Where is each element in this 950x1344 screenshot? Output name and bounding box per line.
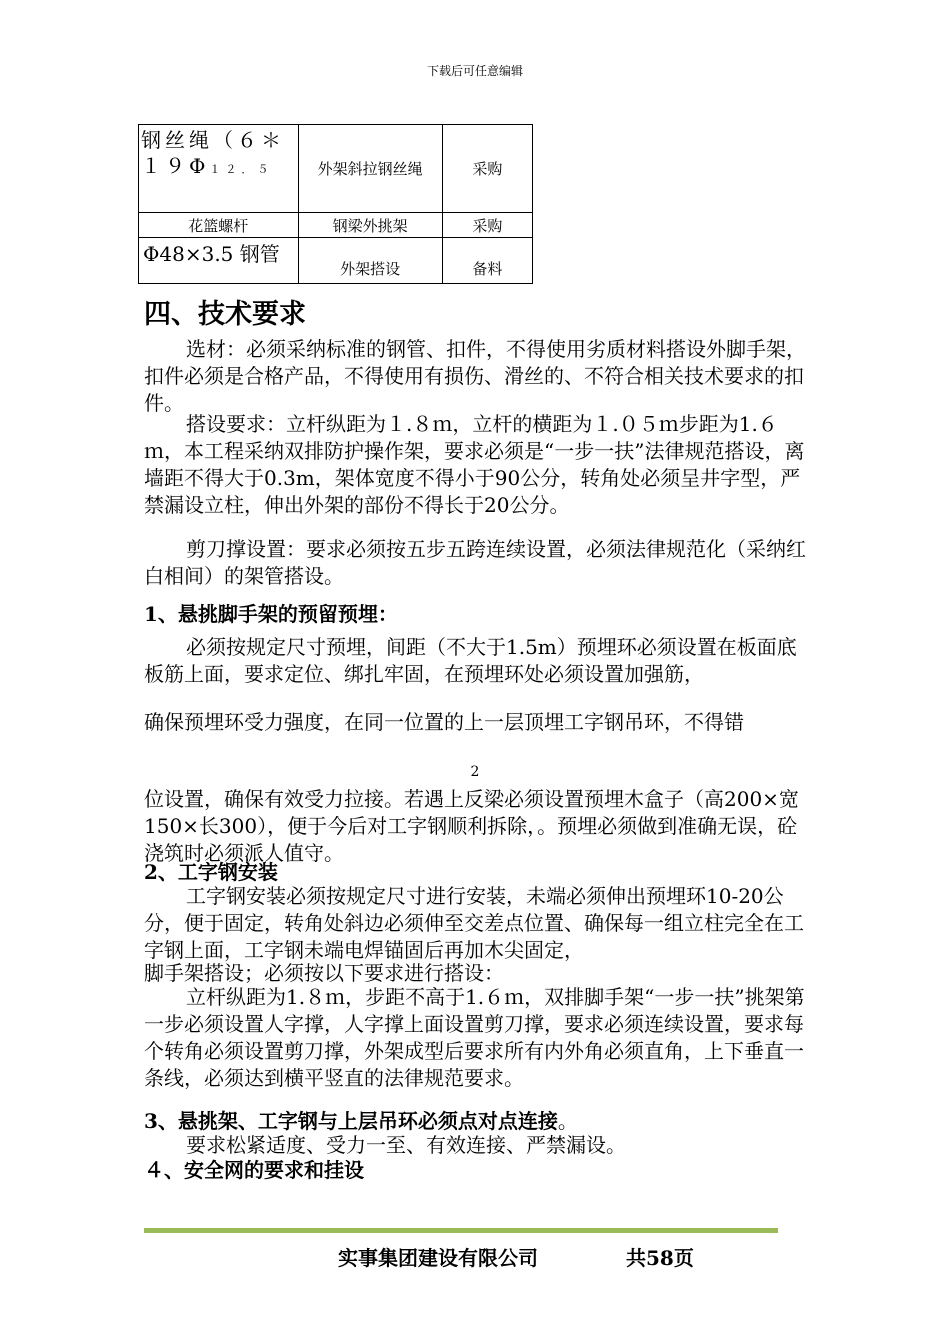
table-row bbox=[139, 125, 533, 213]
paragraph-1a: 必须按规定尺寸预埋，间距（不大于1.5m）预埋环必须设置在板面底板筋上面，要求定位、绑扎牢固，在预埋环处必须设置加强筋， bbox=[144, 635, 797, 686]
paragraph-material: 选材：必须采纳标准的钢管、扣件，不得使用劣质材料搭设外脚手架，扣件必须是合格产品，不得使用有损伤、滑丝的、不符合相关技术要求的扣件。 bbox=[144, 337, 806, 415]
table-cell bbox=[139, 125, 299, 213]
paragraph-2a: 工字钢安装必须按规定尺寸进行安装，未端必须伸出预埋环10-20公分，便于固定，转角处斜边必须伸至交差点位置、确保每一组立柱完全在工字钢上面，工字钢未端电焊锚固后再加木尖固定， bbox=[144, 884, 804, 962]
paragraph-brace: 剪刀撑设置：要求必须按五步五跨连续设置，必须法律规范化（采纳红白相间）的架管搭设。 bbox=[144, 537, 806, 588]
paragraph-3: 要求松紧适度、受力一至、有效连接、严禁漏设。 bbox=[186, 1133, 626, 1157]
cell-line bbox=[141, 153, 298, 183]
footer-rule bbox=[144, 1228, 778, 1233]
page-number: 2 bbox=[470, 764, 480, 780]
cell-text-small: １２．５ bbox=[209, 163, 274, 176]
heading-1: 1、悬挑脚手架的预留预埋： bbox=[144, 602, 398, 626]
heading-3-text: 3、悬挑架、工字钢与上层吊环必须点对点连接 bbox=[144, 1109, 558, 1133]
paragraph-1b: 确保预埋环受力强度，在同一位置的上一层顶埋工字钢吊环，不得错 bbox=[144, 710, 744, 734]
paragraph-2b: 脚手架搭设；必须按以下要求进行搭设： bbox=[144, 961, 504, 985]
table-cell: 钢梁外挑架 bbox=[298, 213, 442, 238]
table-row bbox=[139, 238, 533, 284]
table-row bbox=[139, 213, 533, 238]
table-cell: 备料 bbox=[442, 238, 532, 284]
paragraph-erection: 搭设要求：立杆纵距为１.８ｍ，立杆的横距为１.０５ｍ步距为1.６ｍ，本工程采纳双排防护操作架，要求必须是“一步一扶”法律规范搭设，离墙距不得大于0.3m，架体宽度不得小于90公分，转角处必须呈井字型，严禁漏设立柱，伸出外架的部份不得长于20公分。 bbox=[144, 412, 805, 517]
heading-4: ４、安全网的要求和挂设 bbox=[144, 1158, 364, 1182]
material-table bbox=[138, 124, 533, 284]
cell-line: 钢丝绳（６＊ bbox=[141, 128, 285, 152]
table-cell: 外架搭设 bbox=[298, 238, 442, 284]
table-cell: 花篮螺杆 bbox=[139, 213, 299, 238]
table-cell: Φ48×3.5 钢管 bbox=[139, 238, 299, 284]
header-note: 下载后可任意编辑 bbox=[426, 64, 523, 78]
heading-3-end: 。 bbox=[557, 1109, 578, 1133]
table-cell: 外架斜拉钢丝绳 bbox=[298, 125, 442, 213]
cell-text: １９Φ bbox=[141, 154, 210, 178]
heading-3 bbox=[144, 1108, 809, 1135]
section-title: 四、技术要求 bbox=[144, 299, 306, 330]
footer-company: 实事集团建设有限公司 bbox=[338, 1246, 538, 1270]
table-cell: 采购 bbox=[442, 125, 532, 213]
paragraph-2c: 立杆纵距为1.８ｍ，步距不高于1.６ｍ，双排脚手架“一步一扶”挑架第一步必须设置人字撑，人字撑上面设置剪刀撑，要求必须连续设置，要求每个转角必须设置剪刀撑，外架成型后要求所有内外角必须直角，上下垂直一条线，必须达到横平竖直的法律规范要求。 bbox=[144, 985, 805, 1090]
table-cell: 采购 bbox=[442, 213, 532, 238]
paragraph-1c: 位设置，确保有效受力拉接。若遇上反梁必须设置预埋木盒子（高200×宽150×长300），便于今后对工字钢顺利拆除，。预埋必须做到准确无误，砼浇筑时必须派人值守。 bbox=[144, 787, 799, 865]
heading-2: 2、工字钢安装 bbox=[144, 860, 278, 884]
footer-page-count: 共58页 bbox=[626, 1246, 694, 1270]
